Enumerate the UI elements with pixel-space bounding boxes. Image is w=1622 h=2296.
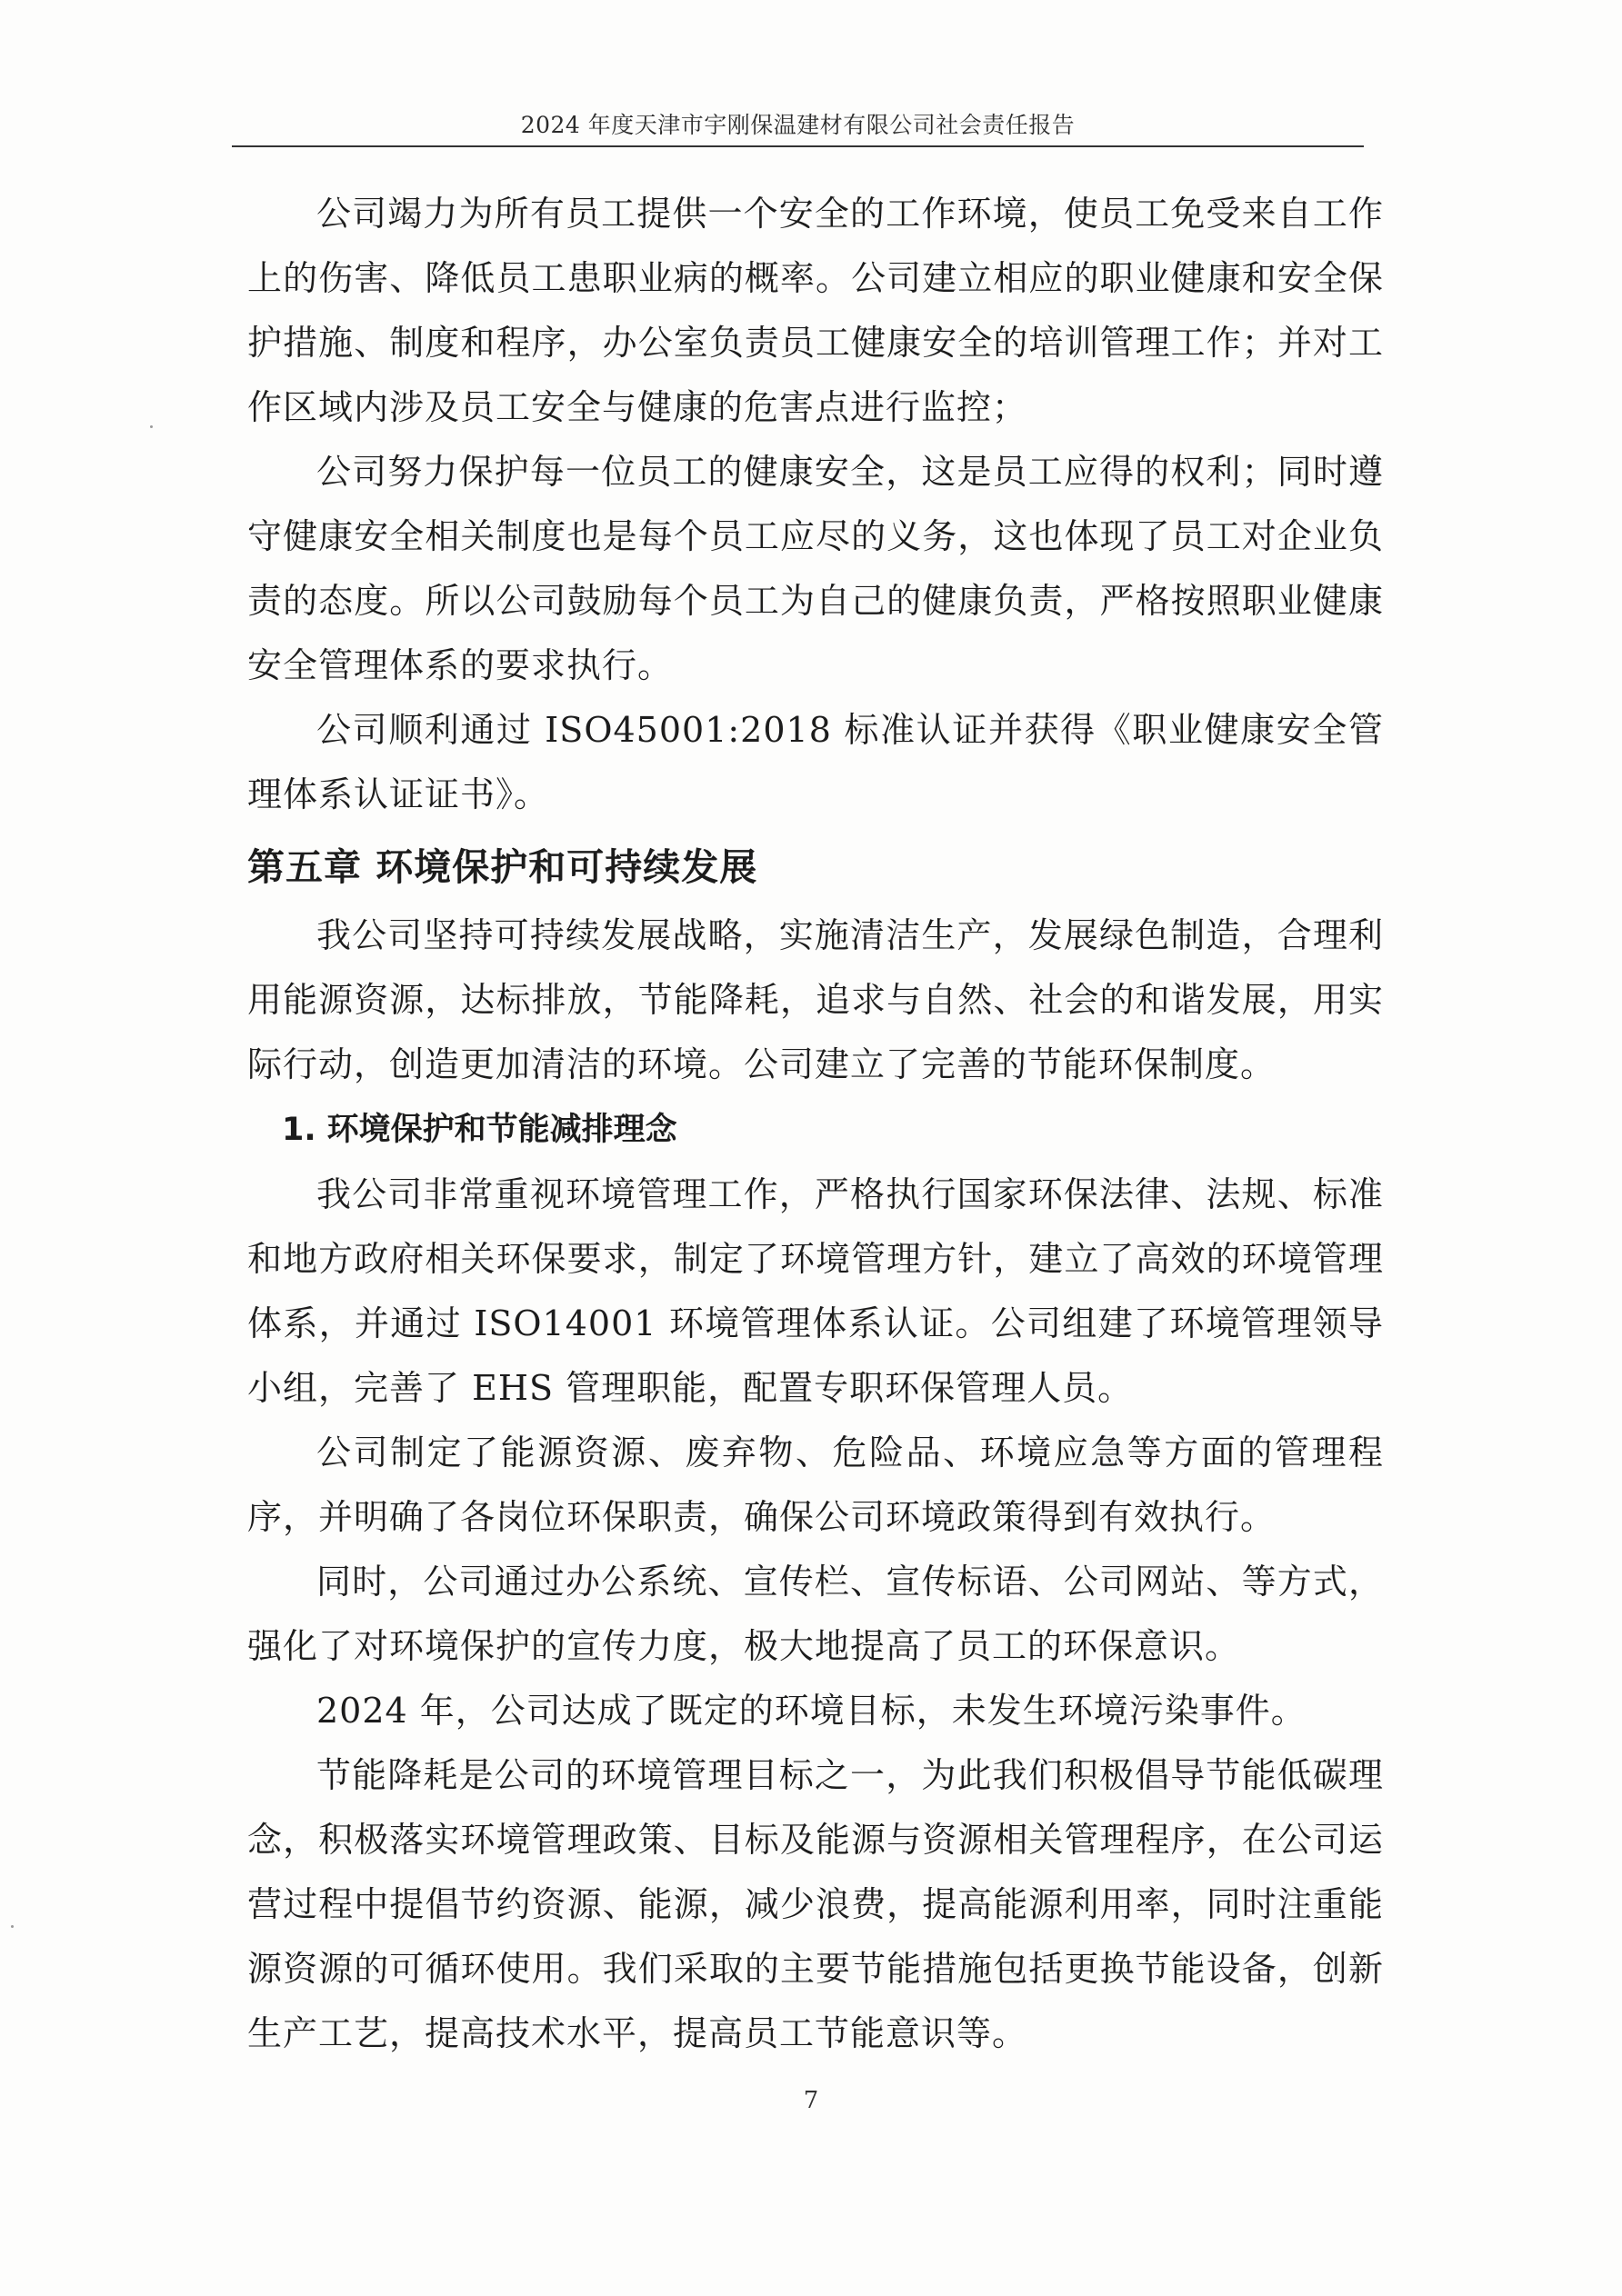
paragraph: 节能降耗是公司的环境管理目标之一，为此我们积极倡导节能低碳理念，积极落实环境管理政策、目标及能源与资源相关管理程序，在公司运营过程中提倡节约资源、能源，减少浪费，提高能源利用率，同时注重能源资源的可循环使用。我们采取的主要节能措施包括更换节能设备，创新生产工艺，提高技术水平，提高员工节能意识等。: [247, 1755, 1384, 2053]
paragraph: 我公司坚持可持续发展战略，实施清洁生产，发展绿色制造，合理利用能源资源，达标排放，节能降耗，追求与自然、社会的和谐发展，用实际行动，创造更加清洁的环境。公司建立了完善的节能环保制度。: [247, 915, 1384, 1084]
header-rule: [232, 145, 1364, 147]
scan-speck: [150, 425, 153, 428]
page-body: [247, 182, 1384, 2066]
paragraph: 我公司非常重视环境管理工作，严格执行国家环保法律、法规、标准和地方政府相关环保要求，制定了环境管理方针，建立了高效的环境管理体系，并通过 ISO14001 环境管理体系认证。公司组建了环境管理领导小组，完善了 EHS 管理职能，配置专职环保管理人员。: [247, 1174, 1384, 1408]
chapter-heading: 第五章 环境保护和可持续发展: [247, 845, 758, 889]
paragraph: 同时，公司通过办公系统、宣传栏、宣传标语、公司网站、等方式，强化了对环境保护的宣传力度，极大地提高了员工的环保意识。: [247, 1562, 1384, 1666]
section-number: 1.: [282, 1112, 316, 1148]
section-title: 环境保护和节能减排理念: [326, 1112, 677, 1148]
scan-speck: [11, 1925, 14, 1928]
paragraph: 公司顺利通过 ISO45001:2018 标准认证并获得《职业健康安全管理体系认证证书》。: [247, 710, 1384, 814]
paragraph: 公司制定了能源资源、废弃物、危险品、环境应急等方面的管理程序，并明确了各岗位环保职责，确保公司环境政策得到有效执行。: [247, 1433, 1384, 1537]
running-header: 2024 年度天津市宇刚保温建材有限公司社会责任报告: [520, 112, 1076, 138]
page-number: 7: [803, 2087, 819, 2114]
section-heading: [247, 1101, 1384, 1159]
paragraph: 公司努力保护每一位员工的健康安全，这是员工应得的权利；同时遵守健康安全相关制度也是每个员工应尽的义务，这也体现了员工对企业负责的态度。所以公司鼓励每个员工为自己的健康负责，严格按照职业健康安全管理体系的要求执行。: [247, 452, 1384, 685]
paragraph: 2024 年，公司达成了既定的环境目标，未发生环境污染事件。: [316, 1691, 1307, 1731]
paragraph: 公司竭力为所有员工提供一个安全的工作环境，使员工免受来自工作上的伤害、降低员工患职业病的概率。公司建立相应的职业健康和安全保护措施、制度和程序，办公室负责员工健康安全的培训管理工作；并对工作区域内涉及员工安全与健康的危害点进行监控；: [247, 194, 1384, 427]
